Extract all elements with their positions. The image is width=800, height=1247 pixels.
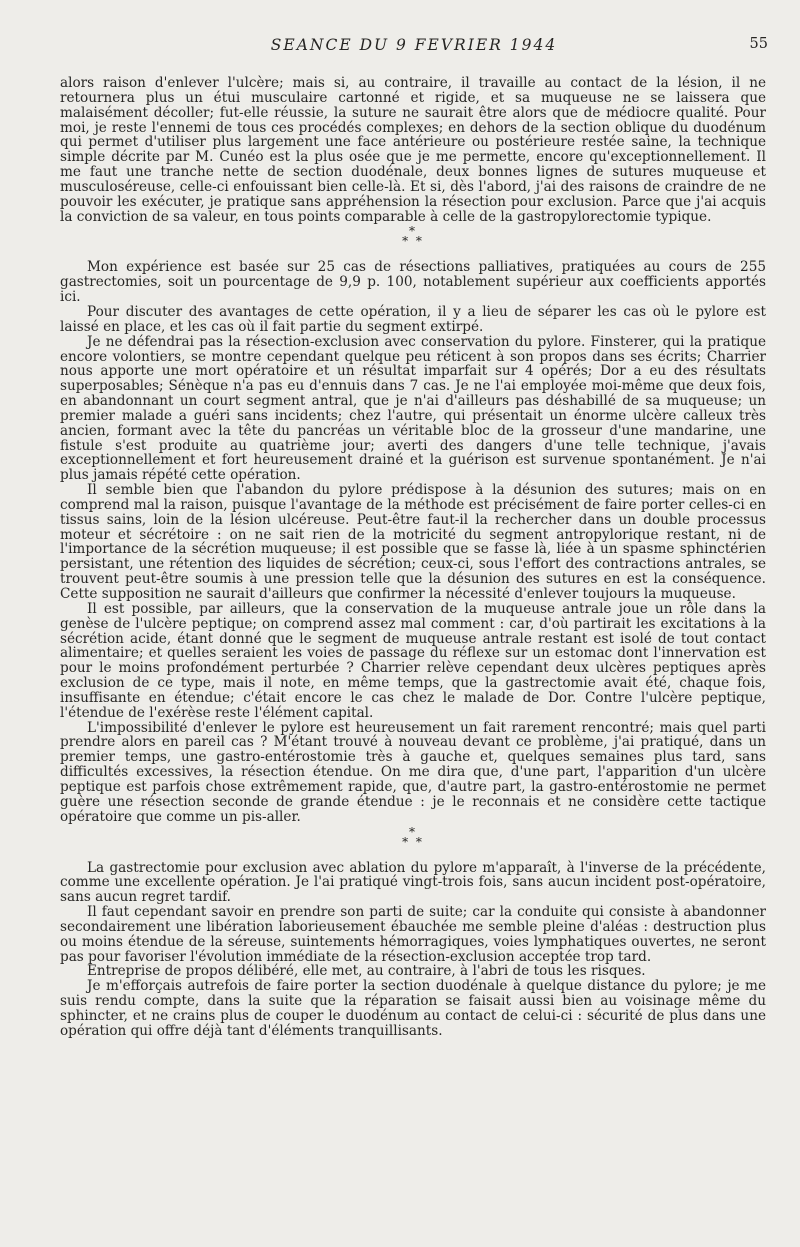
paragraph: Je ne défendrai pas la résection-exclusion avec conservation du pylore. Finsterer, qui la pratique encore volontiers, se montre cependant quelque peu réticent à son propos dans ses écrits; Charrier nous apporte une mort opératoire et un résultat imparfait sur 4 opérés; Dor a eu des résultats superposables; Sénèque n'a pas eu d'ennuis dans 7 cas. Je ne l'ai employée moi-même que deux fois, en abandonnant un court segment antral, que je n'ai d'ailleurs pas déshabillé de sa muqueuse; un premier malade a guéri sans incidents; chez l'autre, qui présentait un énorme ulcère calleux très ancien, formant avec la tête du pancréas un véritable bloc de la grosseur d'une mandarine, une fistule s'est produite au quatrième jour; averti des dangers d'une telle technique, j'avais exceptionnellement et fort heureusement drainé et la guérison est survenue spontanément. Je n'ai plus jamais répété cette opération. xyxy=(60,333,766,484)
page-number: 55 xyxy=(749,36,768,52)
body-text xyxy=(60,76,766,1039)
paragraph: alors raison d'enlever l'ulcère; mais si, au contraire, il travaille au contact de la lésion, il ne retournera plus un étui musculaire cartonné et rigide, et sa muqueuse ne se laissera que malaisément décoller; fut-elle réussie, la suture ne saurait être alors que de médiocre qualité. Pour moi, je reste l'ennemi de tous ces procédés complexes; en dehors de la section oblique du duodénum qui permet d'utiliser plus largement une face antérieure ou postérieure restée saine, la technique simple décrite par M. Cunéo est la plus osée que je me permette, encore qu'exceptionnellement. Il me faut une tranche nette de section duodénale, deux bonnes lignes de sutures muqueuse et musculoséreuse, celle-ci enfouissant bien celle-là. Et si, dès l'abord, j'ai des raisons de craindre de ne pouvoir les exécuter, je pratique sans appréhension la résection pour exclusion. Parce que j'ai acquis la conviction de sa valeur, en tous points comparable à celle de la gastropylorectomie typique. xyxy=(60,75,766,225)
paragraph: La gastrectomie pour exclusion avec ablation du pylore m'apparaît, à l'inverse de la précédente, comme une excellente opération. Je l'ai pratiqué vingt-trois fois, sans aucun incident post-opératoire, sans aucun regret tardif. xyxy=(60,859,766,906)
asterism-bottom: * * xyxy=(402,234,424,249)
paragraph: Entreprise de propos délibéré, elle met, au contraire, à l'abri de tous les risques. xyxy=(87,963,646,980)
section-break-asterism xyxy=(60,824,766,849)
section-break-asterism xyxy=(60,224,766,249)
paragraph: Il est possible, par ailleurs, que la conservation de la muqueuse antrale joue un rôle dans la genèse de l'ulcère peptique; on comprend assez mal comment : car, d'où partirait les excitations à la sécrétion acide, étant donné que le segment de muqueuse antrale restant est isolé de tout contact alimentaire; et quelles seraient les voies de passage du réflexe sur un estomac dont l'innervation est pour le moins profondément perturbée ? Charrier relève cependant deux ulcères peptiques après exclusion de ce type, mais il note, en même temps, que la gastrectomie avait été, chaque fois, insuffisante en étendue; c'était encore le cas chez le malade de Dor. Contre l'ulcère peptique, l'étendue de l'exérèse reste l'élément capital. xyxy=(60,600,766,721)
asterism-bottom: * * xyxy=(402,834,424,849)
asterism-top: * xyxy=(409,224,417,239)
asterism-top: * xyxy=(409,824,417,839)
paragraph: Il semble bien que l'abandon du pylore prédispose à la désunion des sutures; mais on en comprend mal la raison, puisque l'avantage de la méthode est précisément de faire porter celles-ci en tissus sains, loin de la lésion ulcéreuse. Peut-être faut-il la rechercher dans un double processus moteur et sécrétoire : on ne sait rien de la motricité du segment antropylorique restant, ni de l'importance de la sécrétion muqueuse; il est possible que se fasse là, liée à un spasme sphinctérien persistant, une rétention des liquides de sécrétion; ceux-ci, sous l'effort des contractions antrales, se trouvent peut-être soumis à une pression telle que la désunion des sutures en est la conséquence. Cette supposition ne saurait d'ailleurs que confirmer la nécessité d'enlever toujours la muqueuse. xyxy=(60,482,766,602)
running-title: SEANCE DU 9 FEVRIER 1944 xyxy=(270,36,558,54)
paragraph: Je m'efforçais autrefois de faire porter la section duodénale à quelque distance du pylore; je me suis rendu compte, dans la suite que la réparation se faisait aussi bien au voisinage même du sphincter, et ne crains plus de couper le duodénum au contact de celui-ci : sécurité de plus dans une opération qui offre déjà tant d'éléments tranquillisants. xyxy=(60,978,766,1039)
paragraph: Mon expérience est basée sur 25 cas de résections palliatives, pratiquées au cours de 255 gastrectomies, soit un pourcentage de 9,9 p. 100, notablement supérieur aux coefficients apportés ici. xyxy=(60,259,766,306)
paragraph: Il faut cependant savoir en prendre son parti de suite; car la conduite qui consiste à abandonner secondairement une libération laborieusement ébauchée me semble pleine d'aléas : destruction plus ou moins étendue de la séreuse, suintements hémorragiques, voies lymphatiques ouvertes, ne seront pas pour favoriser l'évolution immédiate de la résection-exclusion acceptée trop tard. xyxy=(60,904,766,965)
page-header xyxy=(60,36,768,58)
paragraph: Pour discuter des avantages de cette opération, il y a lieu de séparer les cas où le pylore est laissé en place, et les cas où il fait partie du segment extirpé. xyxy=(60,303,766,335)
paragraph: L'impossibilité d'enlever le pylore est heureusement un fait rarement rencontré; mais quel parti prendre alors en pareil cas ? M'étant trouvé à nouveau devant ce problème, j'ai pratiqué, dans un premier temps, une gastro-entérostomie très à gauche et, quelques semaines plus tard, sans difficultés excessives, la résection étendue. On me dira que, d'une part, l'apparition d'un ulcère peptique est parfois chose extrêmement rapide, que, d'autre part, la gastro-entérostomie ne permet guère une résection seconde de grande étendue : je le reconnais et ne considère cette tactique opératoire que comme un pis-aller. xyxy=(60,719,766,825)
